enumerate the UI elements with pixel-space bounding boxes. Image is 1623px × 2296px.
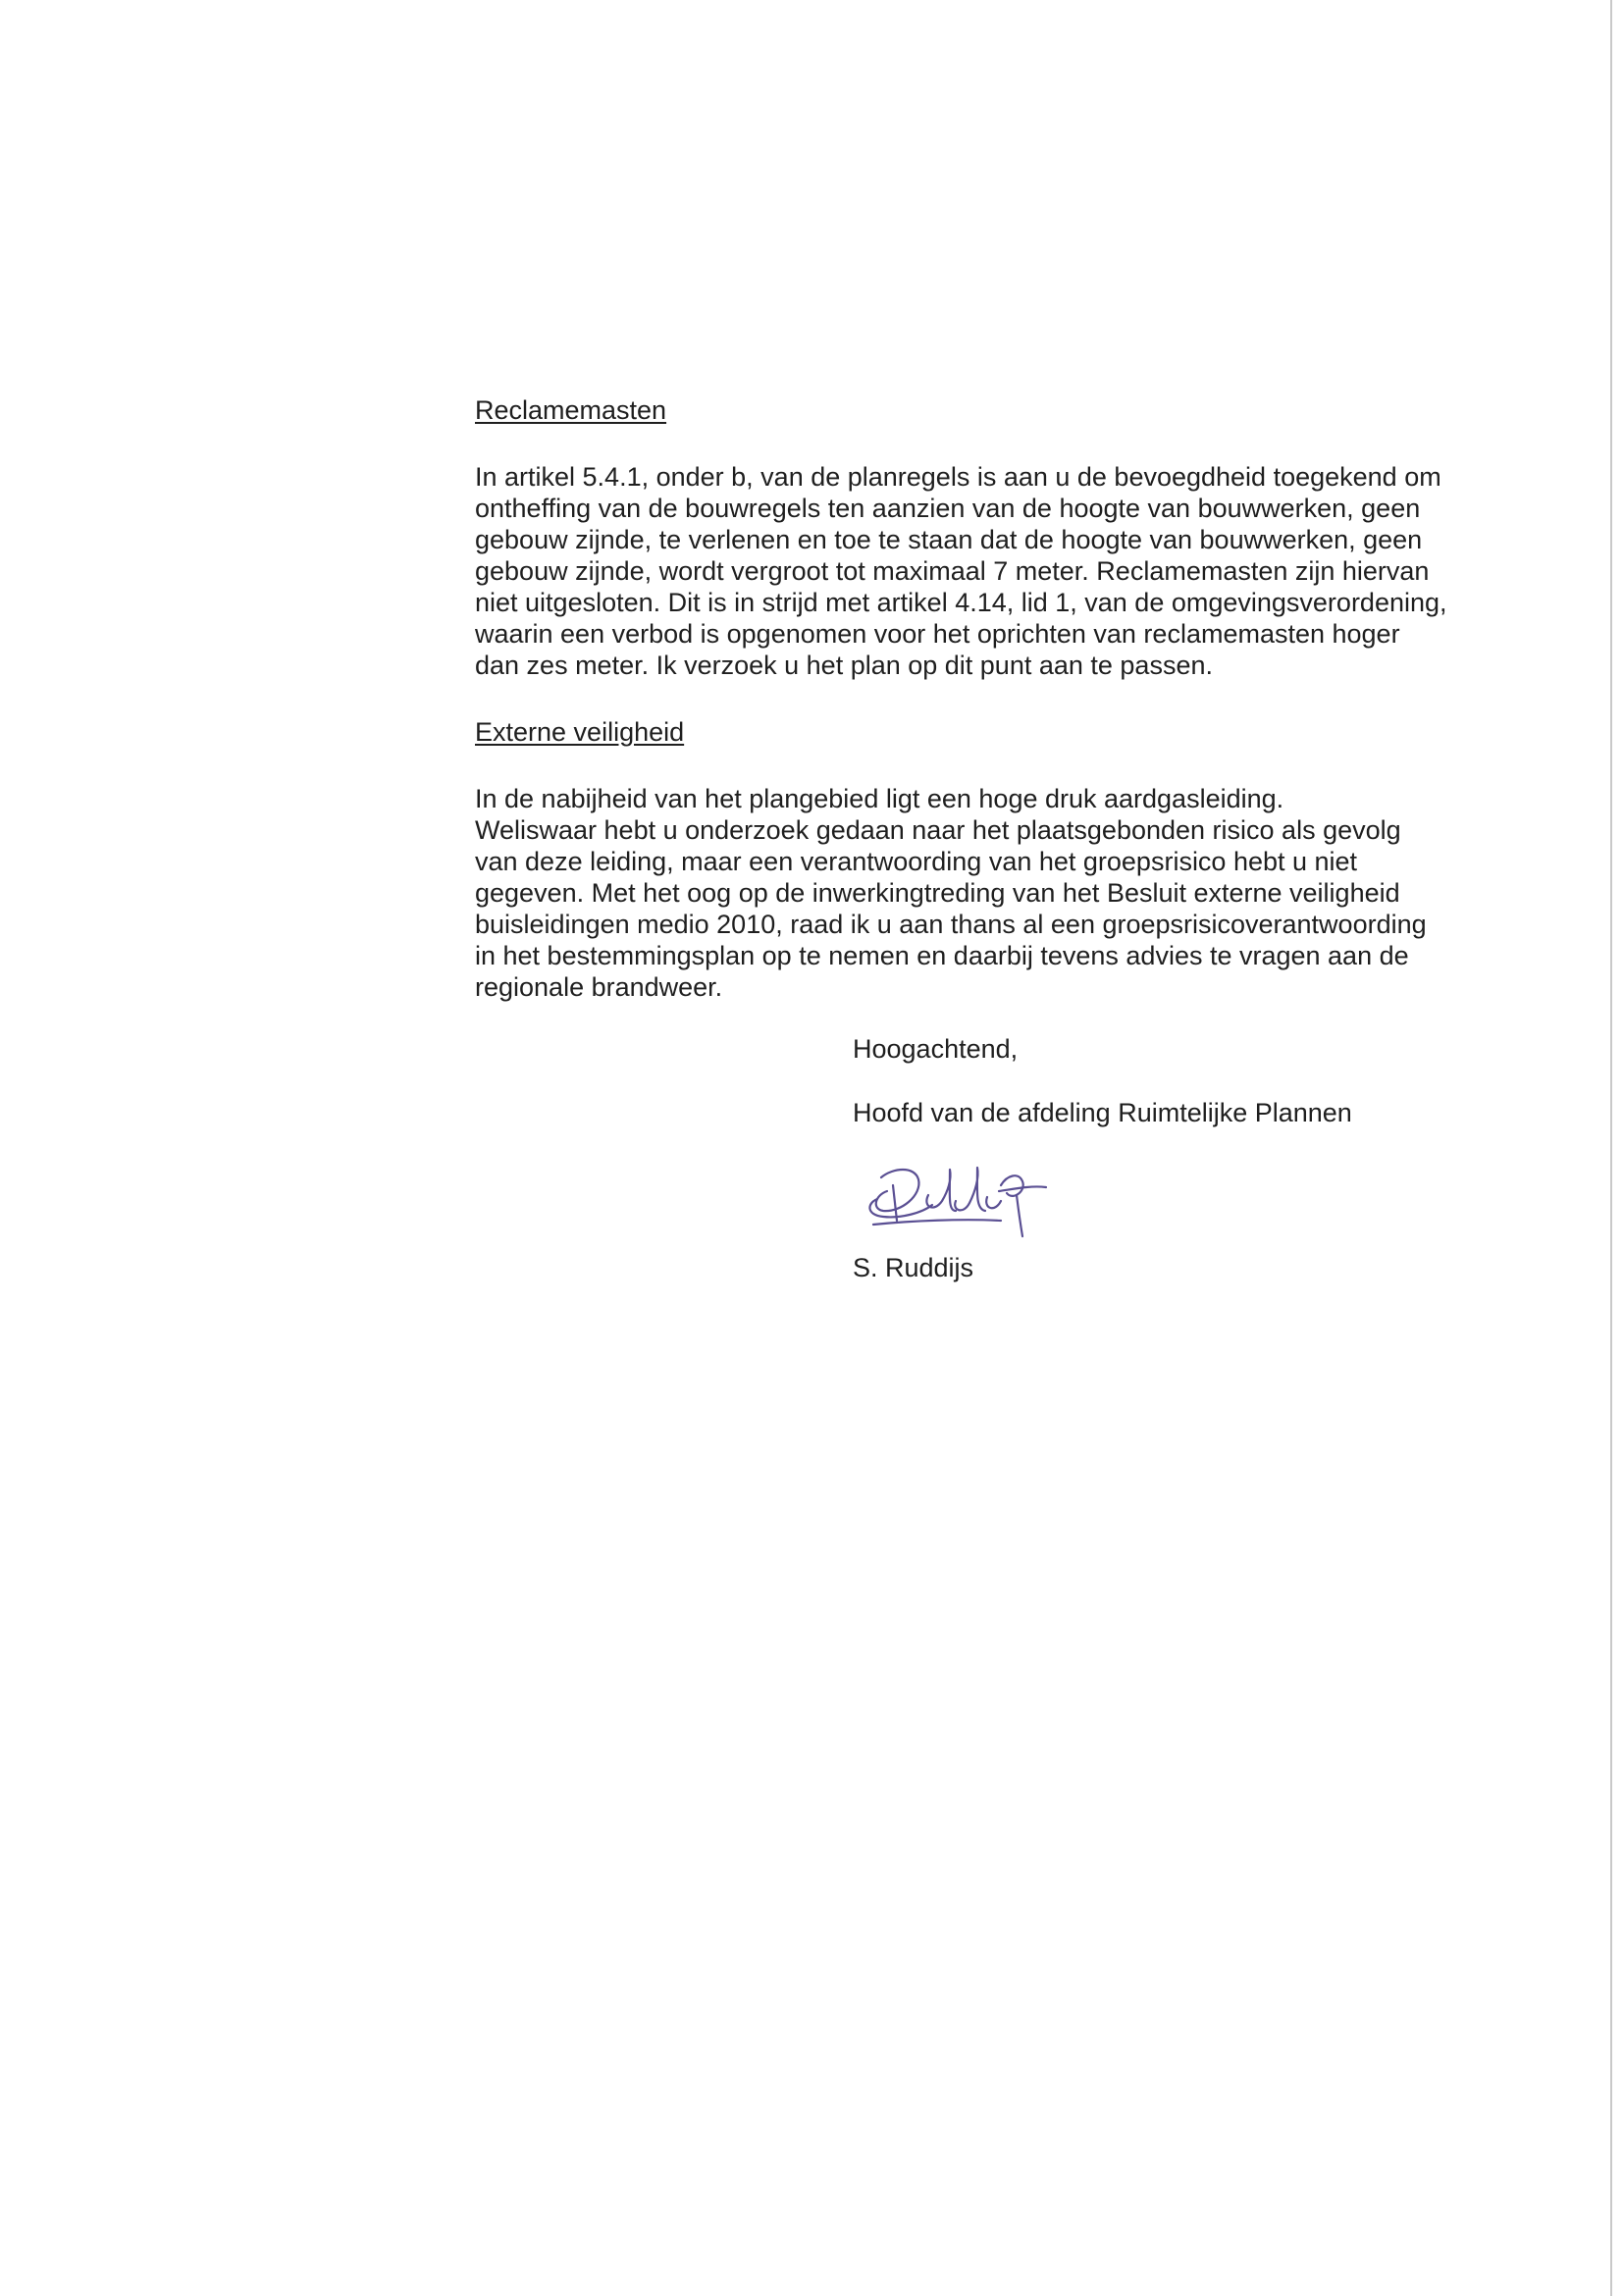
paragraph-line: van deze leiding, maar een verantwoording van het groepsrisico hebt u niet: [475, 847, 1358, 876]
paragraph-line: gebouw zijnde, te verlenen en toe te staan dat de hoogte van bouwwerken, geen: [475, 525, 1423, 554]
closing-greeting: Hoogachtend,: [853, 1034, 1019, 1064]
paragraph-line: In artikel 5.4.1, onder b, van de planregels is aan u de bevoegdheid toegekend om: [475, 462, 1441, 492]
scan-edge-line: [1610, 0, 1612, 2296]
paragraph-line: buisleidingen medio 2010, raad ik u aan thans al een groepsrisicoverantwoording: [475, 910, 1427, 939]
paragraph-line: regionale brandweer.: [475, 972, 723, 1002]
signer-name: S. Ruddijs: [853, 1253, 974, 1282]
paragraph-line: gegeven. Met het oog op de inwerkingtreding van het Besluit externe veiligheid: [475, 878, 1400, 908]
paragraph-line: ontheffing van de bouwregels ten aanzien van de hoogte van bouwwerken, geen: [475, 494, 1421, 523]
paragraph-line: Weliswaar hebt u onderzoek gedaan naar het plaatsgebonden risico als gevolg: [475, 815, 1401, 845]
section-heading-reclamemasten: Reclamemasten: [475, 395, 667, 425]
paragraph-externe-veiligheid: [475, 783, 1476, 1003]
closing-department: Hoofd van de afdeling Ruimtelijke Plannen: [853, 1098, 1352, 1127]
paragraph-line: In de nabijheid van het plangebied ligt een hoge druk aardgasleiding.: [475, 784, 1284, 813]
paragraph-line: in het bestemmingsplan op te nemen en daarbij tevens advies te vragen aan de: [475, 941, 1409, 970]
paragraph-line: niet uitgesloten. Dit is in strijd met artikel 4.14, lid 1, van de omgevingsverordening,: [475, 588, 1447, 617]
section-heading-externe-veiligheid: Externe veiligheid: [475, 717, 685, 747]
handwritten-signature: [854, 1156, 1079, 1244]
paragraph-line: dan zes meter. Ik verzoek u het plan op dit punt aan te passen.: [475, 651, 1213, 680]
paragraph-reclamemasten: [475, 461, 1476, 681]
letter-body: [475, 394, 1476, 1003]
paragraph-line: gebouw zijnde, wordt vergroot tot maximaal 7 meter. Reclamemasten zijn hiervan: [475, 556, 1430, 586]
paragraph-line: waarin een verbod is opgenomen voor het oprichten van reclamemasten hoger: [475, 619, 1400, 649]
